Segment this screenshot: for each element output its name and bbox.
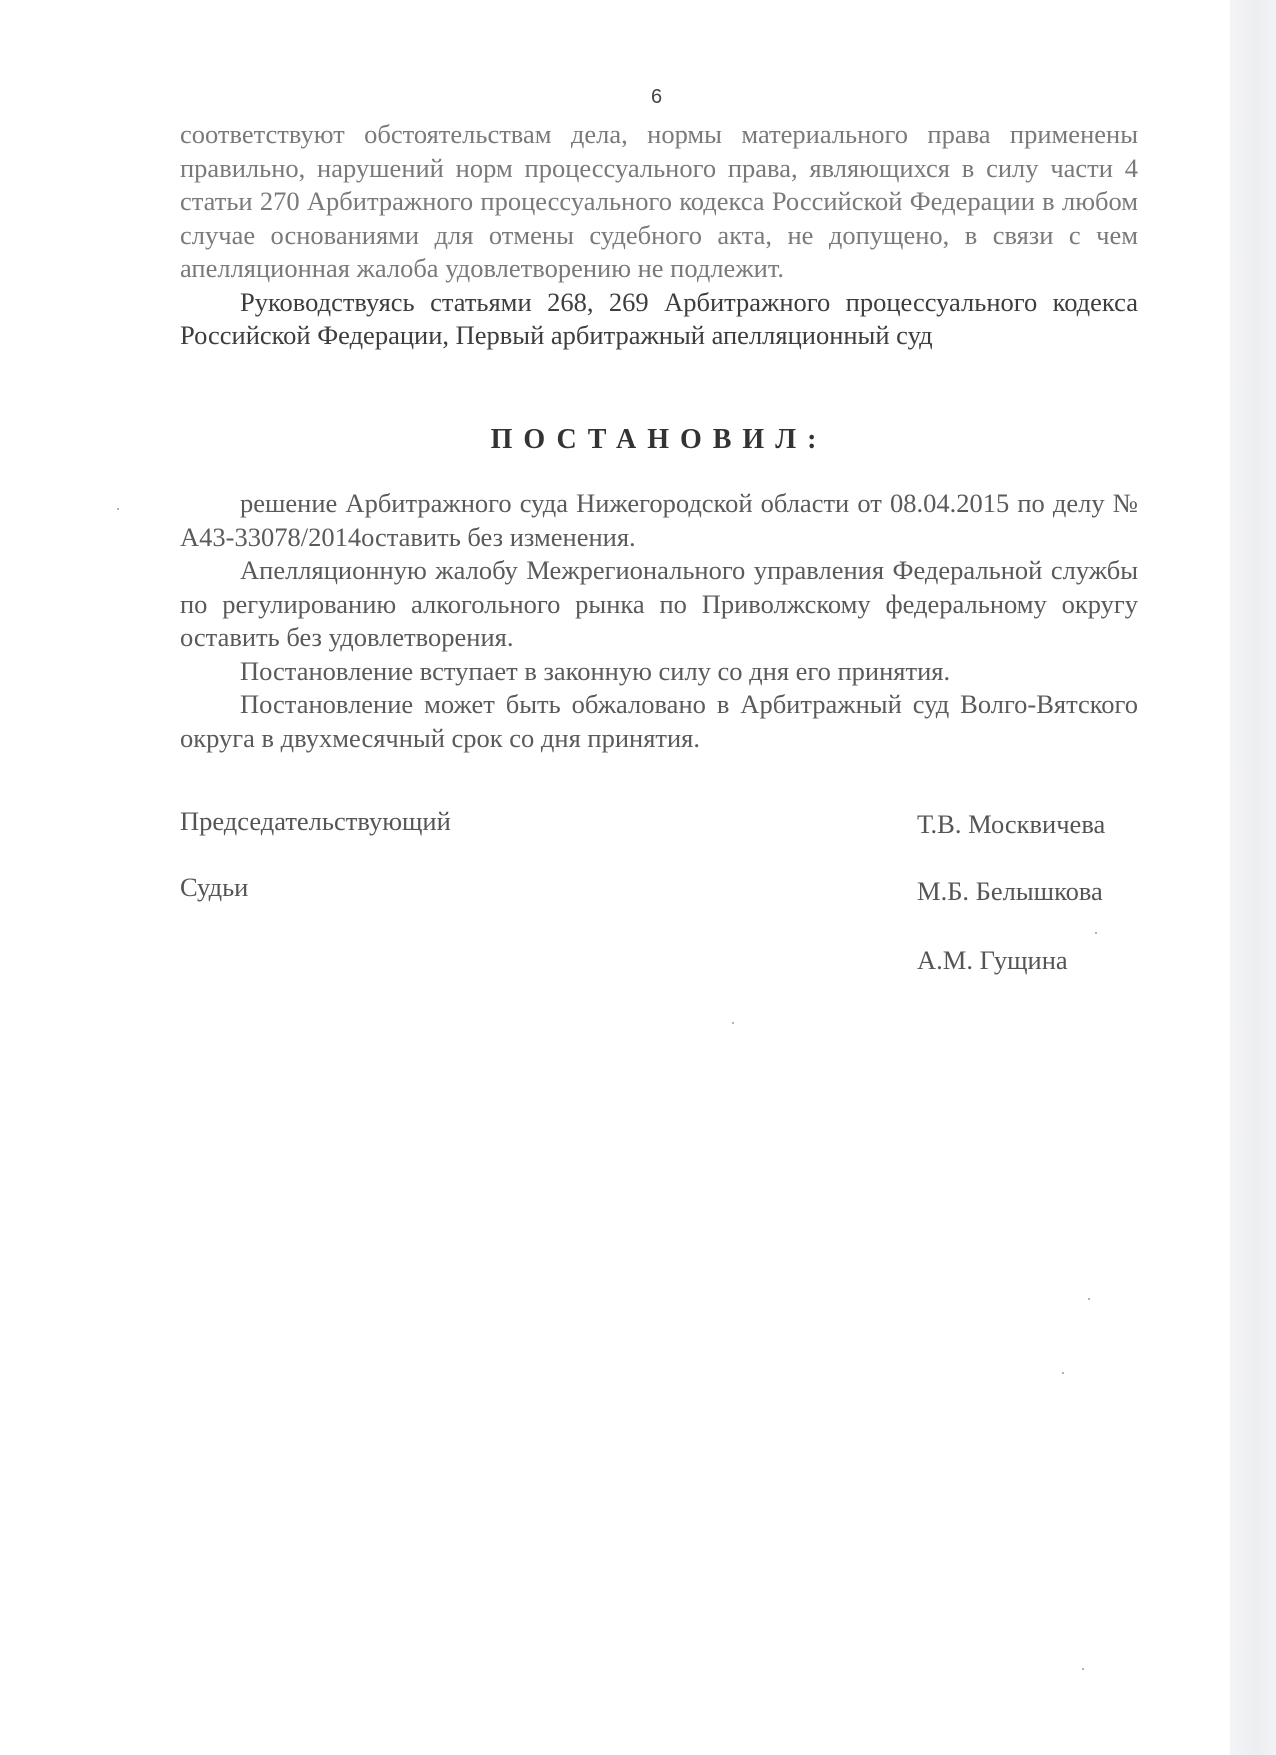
paragraph-entry-into-force: Постановление вступает в законную силу со дня его принятия. bbox=[240, 655, 951, 686]
scan-speck bbox=[732, 1022, 734, 1024]
scan-edge-shadow bbox=[1230, 0, 1276, 1755]
scan-speck bbox=[117, 508, 119, 510]
paragraph-decision-leave-unchanged: решение Арбитражного суда Нижегородской области от 08.04.2015 по делу № А43-33078/2014оставить без изменения. bbox=[180, 488, 1138, 552]
judge-name-2: А.М. Гущина bbox=[917, 945, 1068, 975]
scan-speck bbox=[1062, 1372, 1064, 1374]
judges-label: Судьи bbox=[180, 872, 249, 902]
page-number: 6 bbox=[651, 86, 663, 108]
scan-speck bbox=[1088, 1298, 1090, 1300]
judge-name-1: М.Б. Белышкова bbox=[917, 876, 1103, 906]
decree-heading: ПОСТАНОВИЛ: bbox=[490, 424, 828, 455]
decision-block bbox=[180, 487, 1138, 755]
paragraph-guided-by: Руководствуясь статьями 268, 269 Арбитражного процессуального кодекса Российской Федерации, Первый арбитражный апелляционный суд bbox=[180, 286, 1138, 350]
reasoning-block bbox=[180, 118, 1138, 353]
scan-speck bbox=[1095, 932, 1097, 934]
paragraph-conclusion: соответствуют обстоятельствам дела, нормы материального права применены правильно, нарушений норм процессуального права, являющихся в силу части 4 статьи 270 Арбитражного процессуального кодекса Российской Федерации в любом случае основаниями для отмены судебного акта, не допущено, в связи с чем апелляционная жалоба удовлетворению не подлежит. bbox=[180, 119, 1138, 283]
paragraph-appeal-procedure: Постановление может быть обжаловано в Арбитражный суд Волго-Вятского округа в двухмесячный срок со дня принятия. bbox=[180, 689, 1138, 753]
presiding-label: Председательствующий bbox=[180, 806, 451, 836]
presiding-name: Т.В. Москвичева bbox=[917, 809, 1106, 839]
scan-speck bbox=[1082, 1668, 1084, 1670]
paragraph-appeal-dismissed: Апелляционную жалобу Межрегионального управления Федеральной службы по регулированию алкогольного рынка по Приволжскому федеральному округу оставить без удовлетворения. bbox=[180, 555, 1138, 652]
